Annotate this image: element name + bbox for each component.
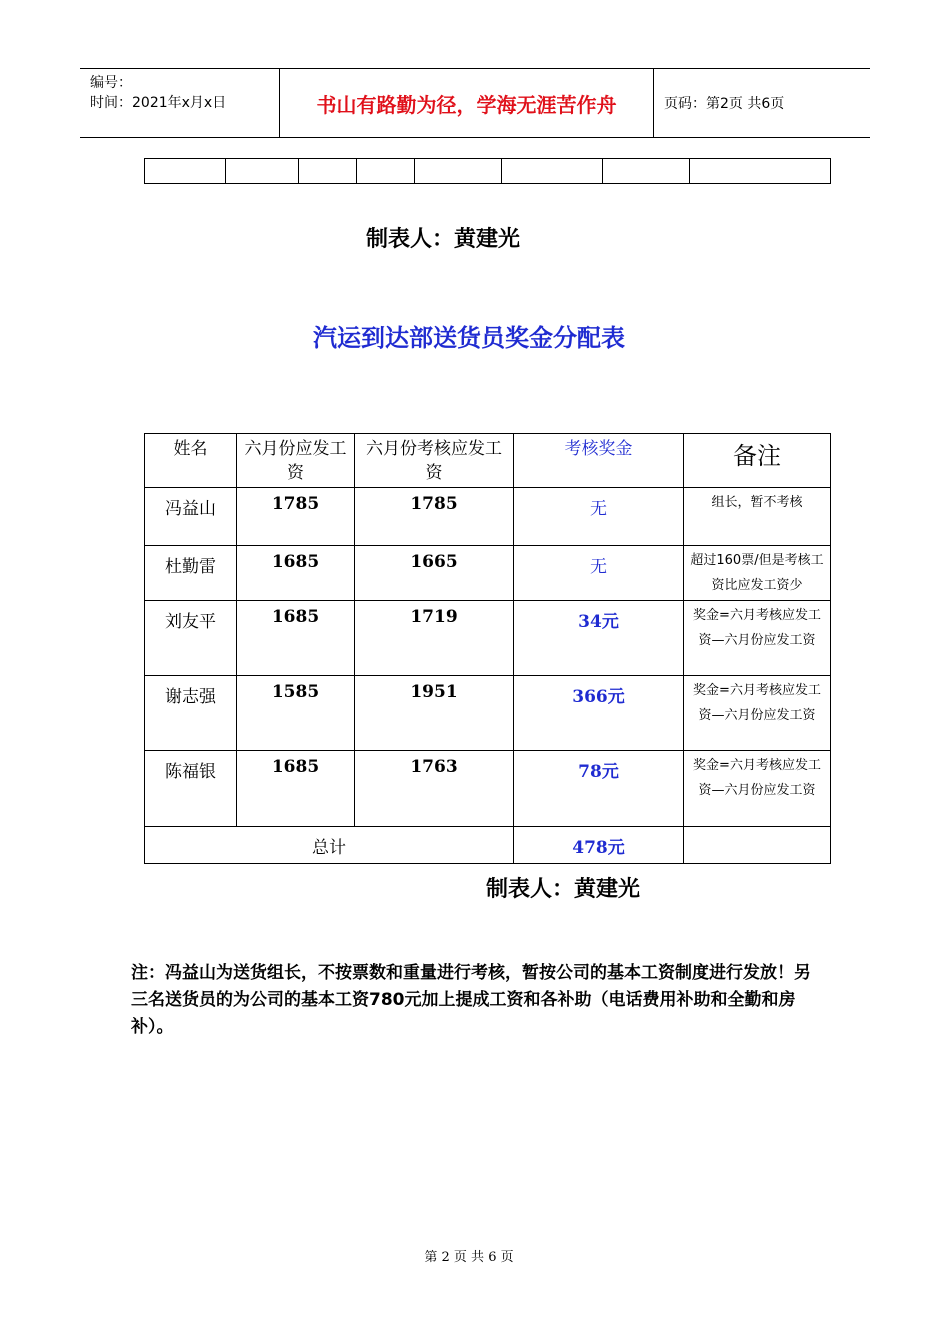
table-maker-top: 制表人：黄建光 — [366, 227, 521, 252]
empty-table-row — [144, 158, 831, 184]
table-total-row — [145, 827, 831, 864]
cell-name: 刘友平 — [145, 601, 237, 676]
cell-note: 奖金=六月考核应发工资—六月份应发工资 — [684, 676, 831, 751]
cell-salary: 1785 — [237, 488, 355, 546]
empty-cell — [415, 159, 502, 184]
cell-assessed: 1719 — [355, 601, 514, 676]
cell-bonus: 34元 — [514, 601, 684, 676]
cell-name: 冯益山 — [145, 488, 237, 546]
cell-note: 组长，暂不考核 — [684, 488, 831, 546]
cell-name: 杜勤雷 — [145, 546, 237, 601]
header-note: 备注 — [684, 434, 831, 488]
cell-bonus: 366元 — [514, 676, 684, 751]
doc-time-label: 时间：2021年x月x日 — [90, 95, 227, 111]
cell-salary: 1685 — [237, 601, 355, 676]
empty-cell — [502, 159, 603, 184]
cell-bonus: 无 — [514, 488, 684, 546]
empty-cell — [603, 159, 690, 184]
empty-cell — [357, 159, 415, 184]
header-salary: 六月份应发工资 — [237, 434, 355, 488]
table-row — [145, 488, 831, 546]
table-maker-bottom: 制表人：黄建光 — [486, 877, 641, 902]
header-name: 姓名 — [145, 434, 237, 488]
empty-cell — [226, 159, 299, 184]
total-note — [684, 827, 831, 864]
table-header-row — [145, 434, 831, 488]
cell-bonus: 78元 — [514, 751, 684, 827]
table-row — [145, 751, 831, 827]
cell-assessed: 1951 — [355, 676, 514, 751]
cell-note: 奖金=六月考核应发工资—六月份应发工资 — [684, 751, 831, 827]
cell-salary: 1685 — [237, 546, 355, 601]
header-page-info: 页码：第2页 共6页 — [664, 96, 785, 112]
total-label: 总计 — [145, 827, 514, 864]
table-row — [145, 601, 831, 676]
table-row — [145, 546, 831, 601]
empty-cell — [690, 159, 831, 184]
cell-note: 超过160票/但是考核工资比应发工资少 — [684, 546, 831, 601]
page-footer: 第 2 页 共 6 页 — [424, 1250, 514, 1265]
footnote: 注：冯益山为送货组长，不按票数和重量进行考核，暂按公司的基本工资制度进行发放！另三名送货员的为公司的基本工资780元加上提成工资和各补助（电话费用补助和全勤和房补）。 — [131, 963, 811, 1037]
page-title: 汽运到达部送货员奖金分配表 — [313, 324, 625, 352]
bonus-table — [144, 433, 831, 864]
cell-assessed: 1763 — [355, 751, 514, 827]
cell-name: 谢志强 — [145, 676, 237, 751]
cell-salary: 1685 — [237, 751, 355, 827]
header-motto: 书山有路勤为径，学海无涯苦作舟 — [280, 69, 654, 137]
empty-cell — [299, 159, 357, 184]
empty-cell — [145, 159, 226, 184]
cell-salary: 1585 — [237, 676, 355, 751]
doc-number-label: 编号： — [90, 75, 132, 91]
table-row — [145, 676, 831, 751]
cell-assessed: 1665 — [355, 546, 514, 601]
header-assessed: 六月份考核应发工资 — [355, 434, 514, 488]
cell-name: 陈福银 — [145, 751, 237, 827]
cell-bonus: 无 — [514, 546, 684, 601]
page-header — [80, 68, 870, 138]
cell-assessed: 1785 — [355, 488, 514, 546]
header-bonus: 考核奖金 — [514, 434, 684, 488]
total-value: 478元 — [514, 827, 684, 864]
cell-note: 奖金=六月考核应发工资—六月份应发工资 — [684, 601, 831, 676]
header-meta — [80, 69, 280, 137]
